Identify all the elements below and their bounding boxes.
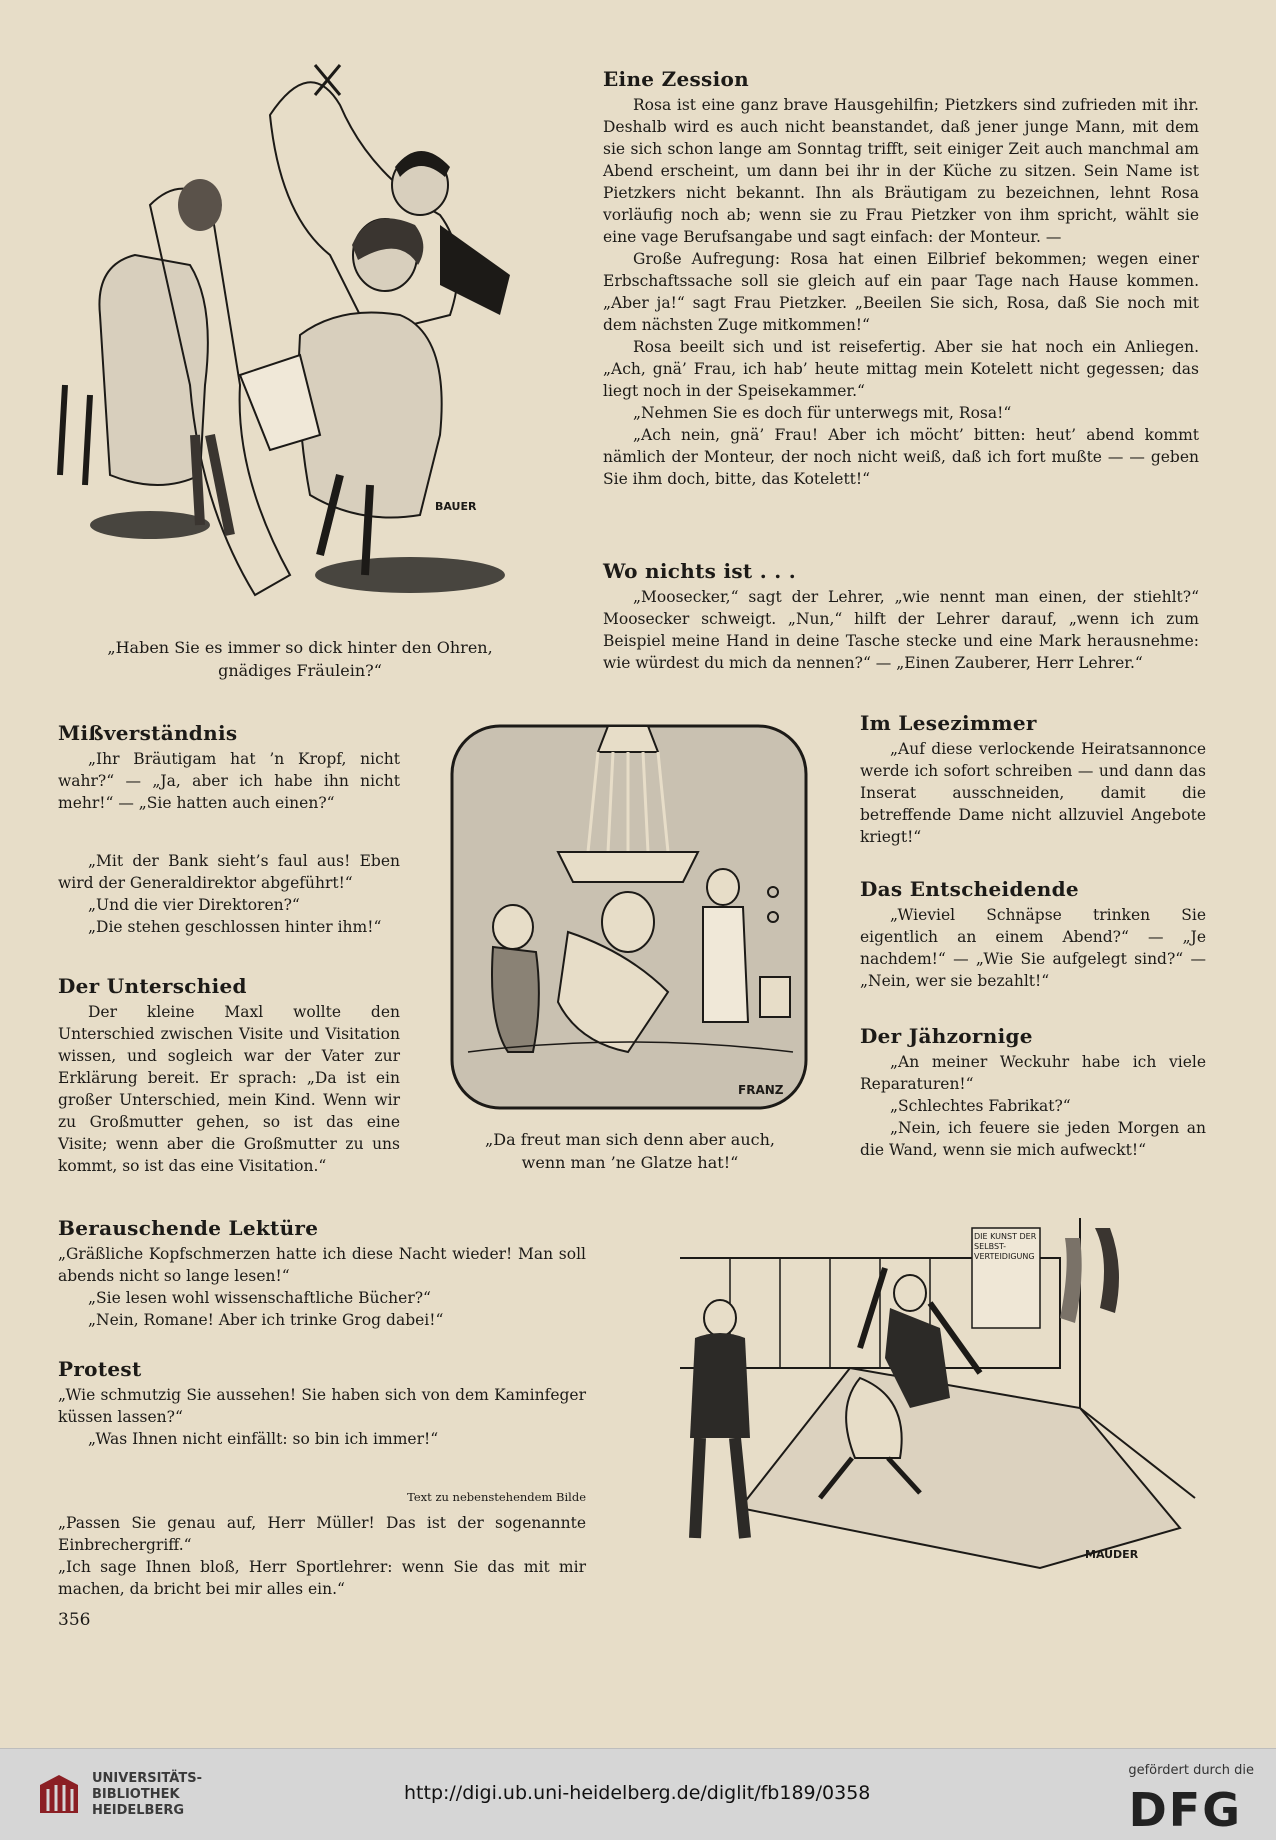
article-title: Berauschende Lektüre [58,1216,319,1240]
permalink-url[interactable]: http://digi.ub.uni-heidelberg.de/diglit/fb189/0358 [404,1782,871,1804]
article-paragraph: „Nein, ich feuere sie jeden Morgen an die Wand, wenn sie mich aufweckt!“ [860,1119,1206,1159]
article-title: Mißverständnis [58,721,238,745]
wrestling-signature: MAUDER [1085,1548,1139,1561]
article-eine-zession [603,68,1199,490]
dfg-logo[interactable]: DFG [1128,1783,1242,1837]
library-name-line: UNIVERSITÄTS- [92,1771,202,1786]
article-title: Der Jähzornige [860,1024,1033,1048]
article-title: Eine Zession [603,67,749,91]
article-der-jaehzornige [860,1025,1206,1161]
article-paragraph: „Was Ihnen nicht einfällt: so bin ich immer!“ [88,1430,439,1448]
article-title: Wo nichts ist . . . [603,559,797,583]
article-paragraph: Rosa ist eine ganz brave Hausgehilfin; Pietzkers sind zufrieden mit ihr. Deshalb wird es auch nicht beanstandet, daß jener junge Mann, mit dem sie sich schon lange am Sonntag trifft, seit einiger Zeit auch manchmal am Abend erscheint, um dann bei ihr in der Küche zu sitzen. Sein Name ist Pietzkers nicht bekannt. Ihn als Bräutigam zu bezeichnen, lehnt Rosa vorläufig noch ab; wenn sie zu Frau Pietzker von ihm spricht, wählt sie eine vage Berufsangabe und sagt einfach: der Monteur. — [603,96,1199,246]
article-protest [58,1358,586,1450]
wrestling-poster-text: DIE KUNST DER SELBST-VERTEIDIGUNG [974,1232,1037,1261]
joke-bank [58,850,400,938]
article-missverstaendnis [58,722,400,814]
article-paragraph: „Nein, Romane! Aber ich trinke Grog dabei!“ [88,1311,444,1329]
university-library-logo-icon[interactable] [36,1771,82,1817]
article-title: Protest [58,1357,142,1381]
hair-machine-illustration [448,722,810,1112]
article-paragraph: „Schlechtes Fabrikat?“ [890,1097,1071,1115]
article-paragraph: Große Aufregung: Rosa hat einen Eilbrief bekommen; wegen einer Erbschaftssache soll sie gleich auf ein paar Tage nach Hause kommen. „Aber ja!“ sagt Frau Pietzker. „Beeilen Sie sich, Rosa, daß Sie noch mit dem nächsten Zuge mitkommen!“ [603,250,1199,334]
barber-illustration [40,55,545,630]
article-title: Das Entscheidende [860,877,1079,901]
joke-paragraph: „Und die vier Direktoren?“ [88,896,300,914]
joke-paragraph: „Passen Sie genau auf, Herr Müller! Das ist der sogenannte Einbrechergriff.“ [58,1514,586,1554]
hair-machine-signature: FRANZ [738,1083,784,1097]
library-name-line: BIBLIOTHEK [92,1787,180,1802]
article-paragraph: „Nehmen Sie es doch für unterwegs mit, Rosa!“ [633,404,1012,422]
article-paragraph: „An meiner Weckuhr habe ich viele Reparaturen!“ [860,1053,1206,1093]
barber-signature: BAUER [435,500,477,513]
joke-paragraph: „Die stehen geschlossen hinter ihm!“ [88,918,382,936]
article-der-unterschied [58,975,400,1177]
digitization-footer [0,1748,1276,1840]
article-paragraph: „Auf diese verlockende Heiratsannonce werde ich sofort schreiben — und dann das Inserat ausschneiden, damit die betreffende Dame nicht allzuviel Angebote kriegt!“ [860,740,1206,846]
article-im-lesezimmer [860,712,1206,848]
hair-machine-caption: „Da freut man sich denn aber auch, wenn man ’ne Glatze hat!“ [485,1130,775,1172]
funding-note: gefördert durch die [1128,1763,1254,1778]
illustration-note: Text zu nebenstehendem Bilde [407,1490,586,1504]
joke-paragraph: „Ich sage Ihnen bloß, Herr Sportlehrer: wenn Sie das mit mir machen, da bricht bei mir alles ein.“ [58,1558,586,1598]
article-paragraph: „Wieviel Schnäpse trinken Sie eigentlich an einem Abend?“ — „Je nachdem!“ — „Wie Sie aufgelegt sind?“ — „Nein, wer sie bezahlt!“ [860,906,1206,990]
joke-sportlehrer [58,1512,586,1600]
university-library-name[interactable] [92,1771,202,1819]
article-paragraph: „Ach nein, gnä’ Frau! Aber ich möcht’ bitten: heut’ abend kommt nämlich der Monteur, der noch nicht weiß, daß ich fort mußte — — geben Sie ihm doch, bitte, das Kotelett!“ [603,426,1199,488]
article-paragraph: „Sie lesen wohl wissenschaftliche Bücher?“ [88,1289,431,1307]
article-paragraph: Rosa beeilt sich und ist reisefertig. Aber sie hat noch ein Anliegen. „Ach, gnä’ Frau, ich hab’ heute mittag mein Kotelett nicht gegessen; das liegt noch in der Speisekammer.“ [603,338,1199,400]
joke-paragraph: „Mit der Bank sieht’s faul aus! Eben wird der Generaldirektor abgeführt!“ [58,852,400,892]
article-das-entscheidende [860,878,1206,992]
article-paragraph: Der kleine Maxl wollte den Unterschied zwischen Visite und Visitation wissen, und sogleich war der Vater zur Erklärung bereit. Er sprach: „Da ist ein großer Unterschied, mein Kind. Wenn wir zu Großmutter gehen, so ist das eine Visite; wenn aber die Großmutter zu uns kommt, so ist das eine Visitation.“ [58,1003,400,1175]
article-berauschende-lektuere [58,1217,586,1331]
page-number: 356 [58,1610,91,1630]
article-title: Der Unterschied [58,974,247,998]
barber-caption: „Haben Sie es immer so dick hinter den Ohren, gnädiges Fräulein?“ [107,638,493,680]
article-paragraph: „Wie schmutzig Sie aussehen! Sie haben sich von dem Kaminfeger küssen lassen?“ [58,1386,586,1426]
article-title: Im Lesezimmer [860,711,1037,735]
article-wo-nichts-ist [603,560,1199,674]
wrestling-illustration [620,1208,1200,1588]
library-name-line: HEIDELBERG [92,1803,185,1818]
article-paragraph: „Ihr Bräutigam hat ’n Kropf, nicht wahr?“ — „Ja, aber ich habe ihn nicht mehr!“ — „Sie hatten auch einen?“ [58,750,400,812]
article-paragraph: „Moosecker,“ sagt der Lehrer, „wie nennt man einen, der stiehlt?“ Moosecker schweigt. „Nun,“ hilft der Lehrer darauf, „wenn ich zum Beispiel meine Hand in deine Tasche stecke und eine Mark herausnehme: wie würdest du mich da nennen?“ — „Einen Zauberer, Herr Lehrer.“ [603,588,1199,672]
article-paragraph: „Gräßliche Kopfschmerzen hatte ich diese Nacht wieder! Man soll abends nicht so lange lesen!“ [58,1245,586,1285]
